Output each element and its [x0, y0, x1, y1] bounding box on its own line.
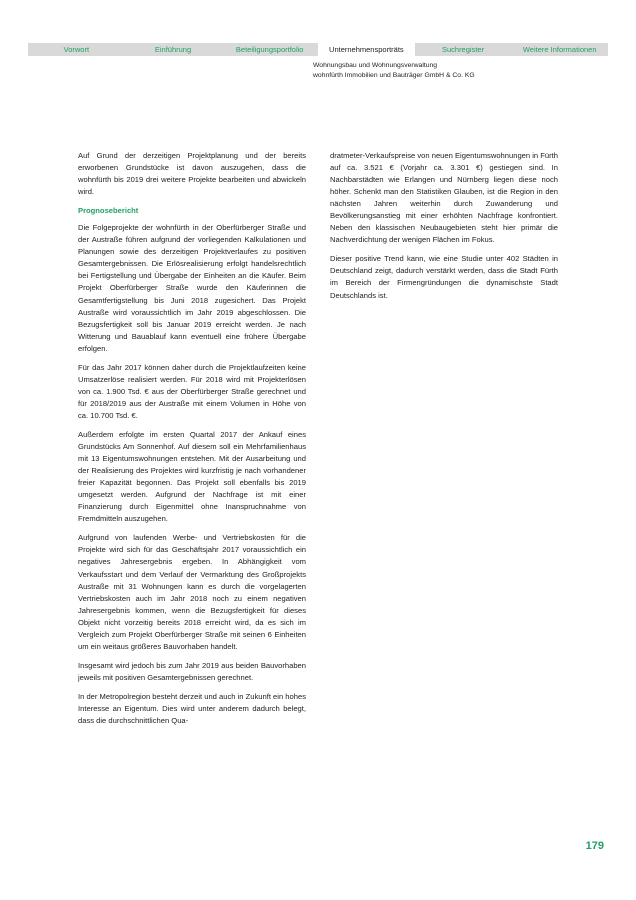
company-header	[313, 61, 613, 81]
left-text-column	[78, 150, 306, 734]
section-heading-prognosebericht: Prognosebericht	[78, 206, 139, 216]
nav-item-suchregister[interactable]: Suchregister	[441, 45, 485, 54]
intro-paragraph: Auf Grund der derzeitigen Projektplanung und der bereits erworbenen Grundstücke ist davon auszugehen, dass die wohnfürth bis 2019 drei weitere Projekte bearbeiten und abwickeln wird.	[78, 151, 306, 197]
section-navigation-bar	[28, 43, 608, 56]
nav-item-weitere-informationen[interactable]: Weitere Informationen	[522, 45, 597, 54]
paragraph-study: Dieser positive Trend kann, wie eine Studie unter 402 Städten in Deutschland zeigt, dadurch verstärkt werden, dass die Stadt Fürth im Bereich der Firmengründungen die dynamischste Stadt Deutschlands ist.	[330, 254, 558, 300]
paragraph-metropolregion: In der Metropolregion besteht derzeit und auch in Zukunft ein hohes Interesse an Eigentum. Dies wird unter anderem dadurch belegt, dass die durchschnittlichen Qua-	[78, 691, 306, 726]
nav-item-beteiligungsportfolio[interactable]: Beteiligungsportfolio	[235, 45, 304, 54]
nav-item-vorwort[interactable]: Vorwort	[63, 45, 90, 54]
paragraph-price-trend: dratmeter-Verkaufspreise von neuen Eigentumswohnungen in Fürth auf ca. 3.521 € (Vorjahr ca. 3.301 €) gestiegen sind. In Nachbarstädten wie Erlangen und Nürnberg liegen diese noch höher. Schenkt man den Statistiken Glauben, ist die Region in den nächsten Jahren weiterhin durch Zuwanderung und Bevölkerungsanstieg mit einer erhöhten Nachfrage konfrontiert. Neben den klassischen Neubaugebieten steht hier primär die Nachverdichtung der wenigen Flächen im Fokus.	[330, 151, 558, 245]
paragraph-sonnenhof: Außerdem erfolgte im ersten Quartal 2017 der Ankauf eines Grundstücks Am Sonnenhof. Auf diesem soll ein Mehrfamilienhaus mit 13 Eigentumswohnungen entstehen. Mit der Ausarbeitung und der Realisierung des Projektes wird kurzfristig je nach vorhandener freier Kapazität begonnen. Das Projekt soll ebenfalls bis 2019 umgesetzt werden. Aufgrund der Nachfrage ist mit einer Finanzierung durch Eigenmittel ohne Inanspruchnahme von Fremdmitteln auszugehen.	[78, 429, 306, 524]
right-text-column	[330, 150, 558, 309]
paragraph-annual-result: Aufgrund von laufenden Werbe- und Vertriebskosten für die Projekte wird sich für das Geschäftsjahr 2017 voraussichtlich ein negatives Jahresergebnis ergeben. In Abhängigkeit vom Verkaufsstart und dem Verlauf der Vermarktung des Großprojekts Austraße mit 31 Wohnungen kann es durch die vorgelagerten Vertriebskosten auch im Jahr 2018 noch zu einem negativen Jahresergebnis kommen, wenn die Bezugsfertigkeit für dieses Objekt nicht vorzeitig bereits 2018 erreicht wird, da es sich im Vergleich zum Projekt Oberfürberger Straße mit seinen 6 Einheiten um ein weitaus größeres Bauvorhaben handelt.	[78, 533, 306, 651]
sector-label: Wohnungsbau und Wohnungsverwaltung	[313, 62, 438, 69]
paragraph-overall-result: Insgesamt wird jedoch bis zum Jahr 2019 aus beiden Bauvorhaben jeweils mit positiven Gesamtergebnissen gerechnet.	[78, 660, 306, 682]
paragraph-revenue-forecast: Für das Jahr 2017 können daher durch die Projektlaufzeiten keine Umsatzerlöse realisiert werden. Für 2018 wird mit Projekterlösen von ca. 1.900 Tsd. € aus der Oberfürberger Straße gerechnet und für 2018/2019 aus der Austraße mit einem Volumen in Höhe von ca. 10.700 Tsd. €.	[78, 362, 306, 420]
nav-item-einfuehrung[interactable]: Einführung	[154, 45, 192, 54]
nav-item-unternehmensportraets[interactable]: Unternehmensporträts	[318, 43, 415, 56]
company-name: wohnfürth Immobilien und Bauträger GmbH & Co. KG	[313, 72, 475, 79]
page-number: 179	[585, 840, 604, 852]
paragraph-projects: Die Folgeprojekte der wohnfürth in der Oberfürberger Straße und der Austraße führen aufgrund der vorliegenden Kalkulationen und Planungen sowie des derzeitigen Projektverlaufes zu positiven Gesamtergebnissen. Die Erlösrealisierung erfolgt handelsrechtlich bei Fertigstellung und Übergabe der Einheiten an die Käufer. Beim Projekt Oberfürberger Straße wurde den Käuferinnen die Gesamtfertigstellung bis Juni 2018 zugesichert. Das Projekt Austraße wird voraussichtlich im Jahr 2019 abgeschlossen. Die Bezugsfertigkeit soll bis Januar 2019 erreicht werden. Je nach Witterung und Bauablauf kann eventuell eine frühere Übergabe erfolgen.	[78, 223, 306, 353]
